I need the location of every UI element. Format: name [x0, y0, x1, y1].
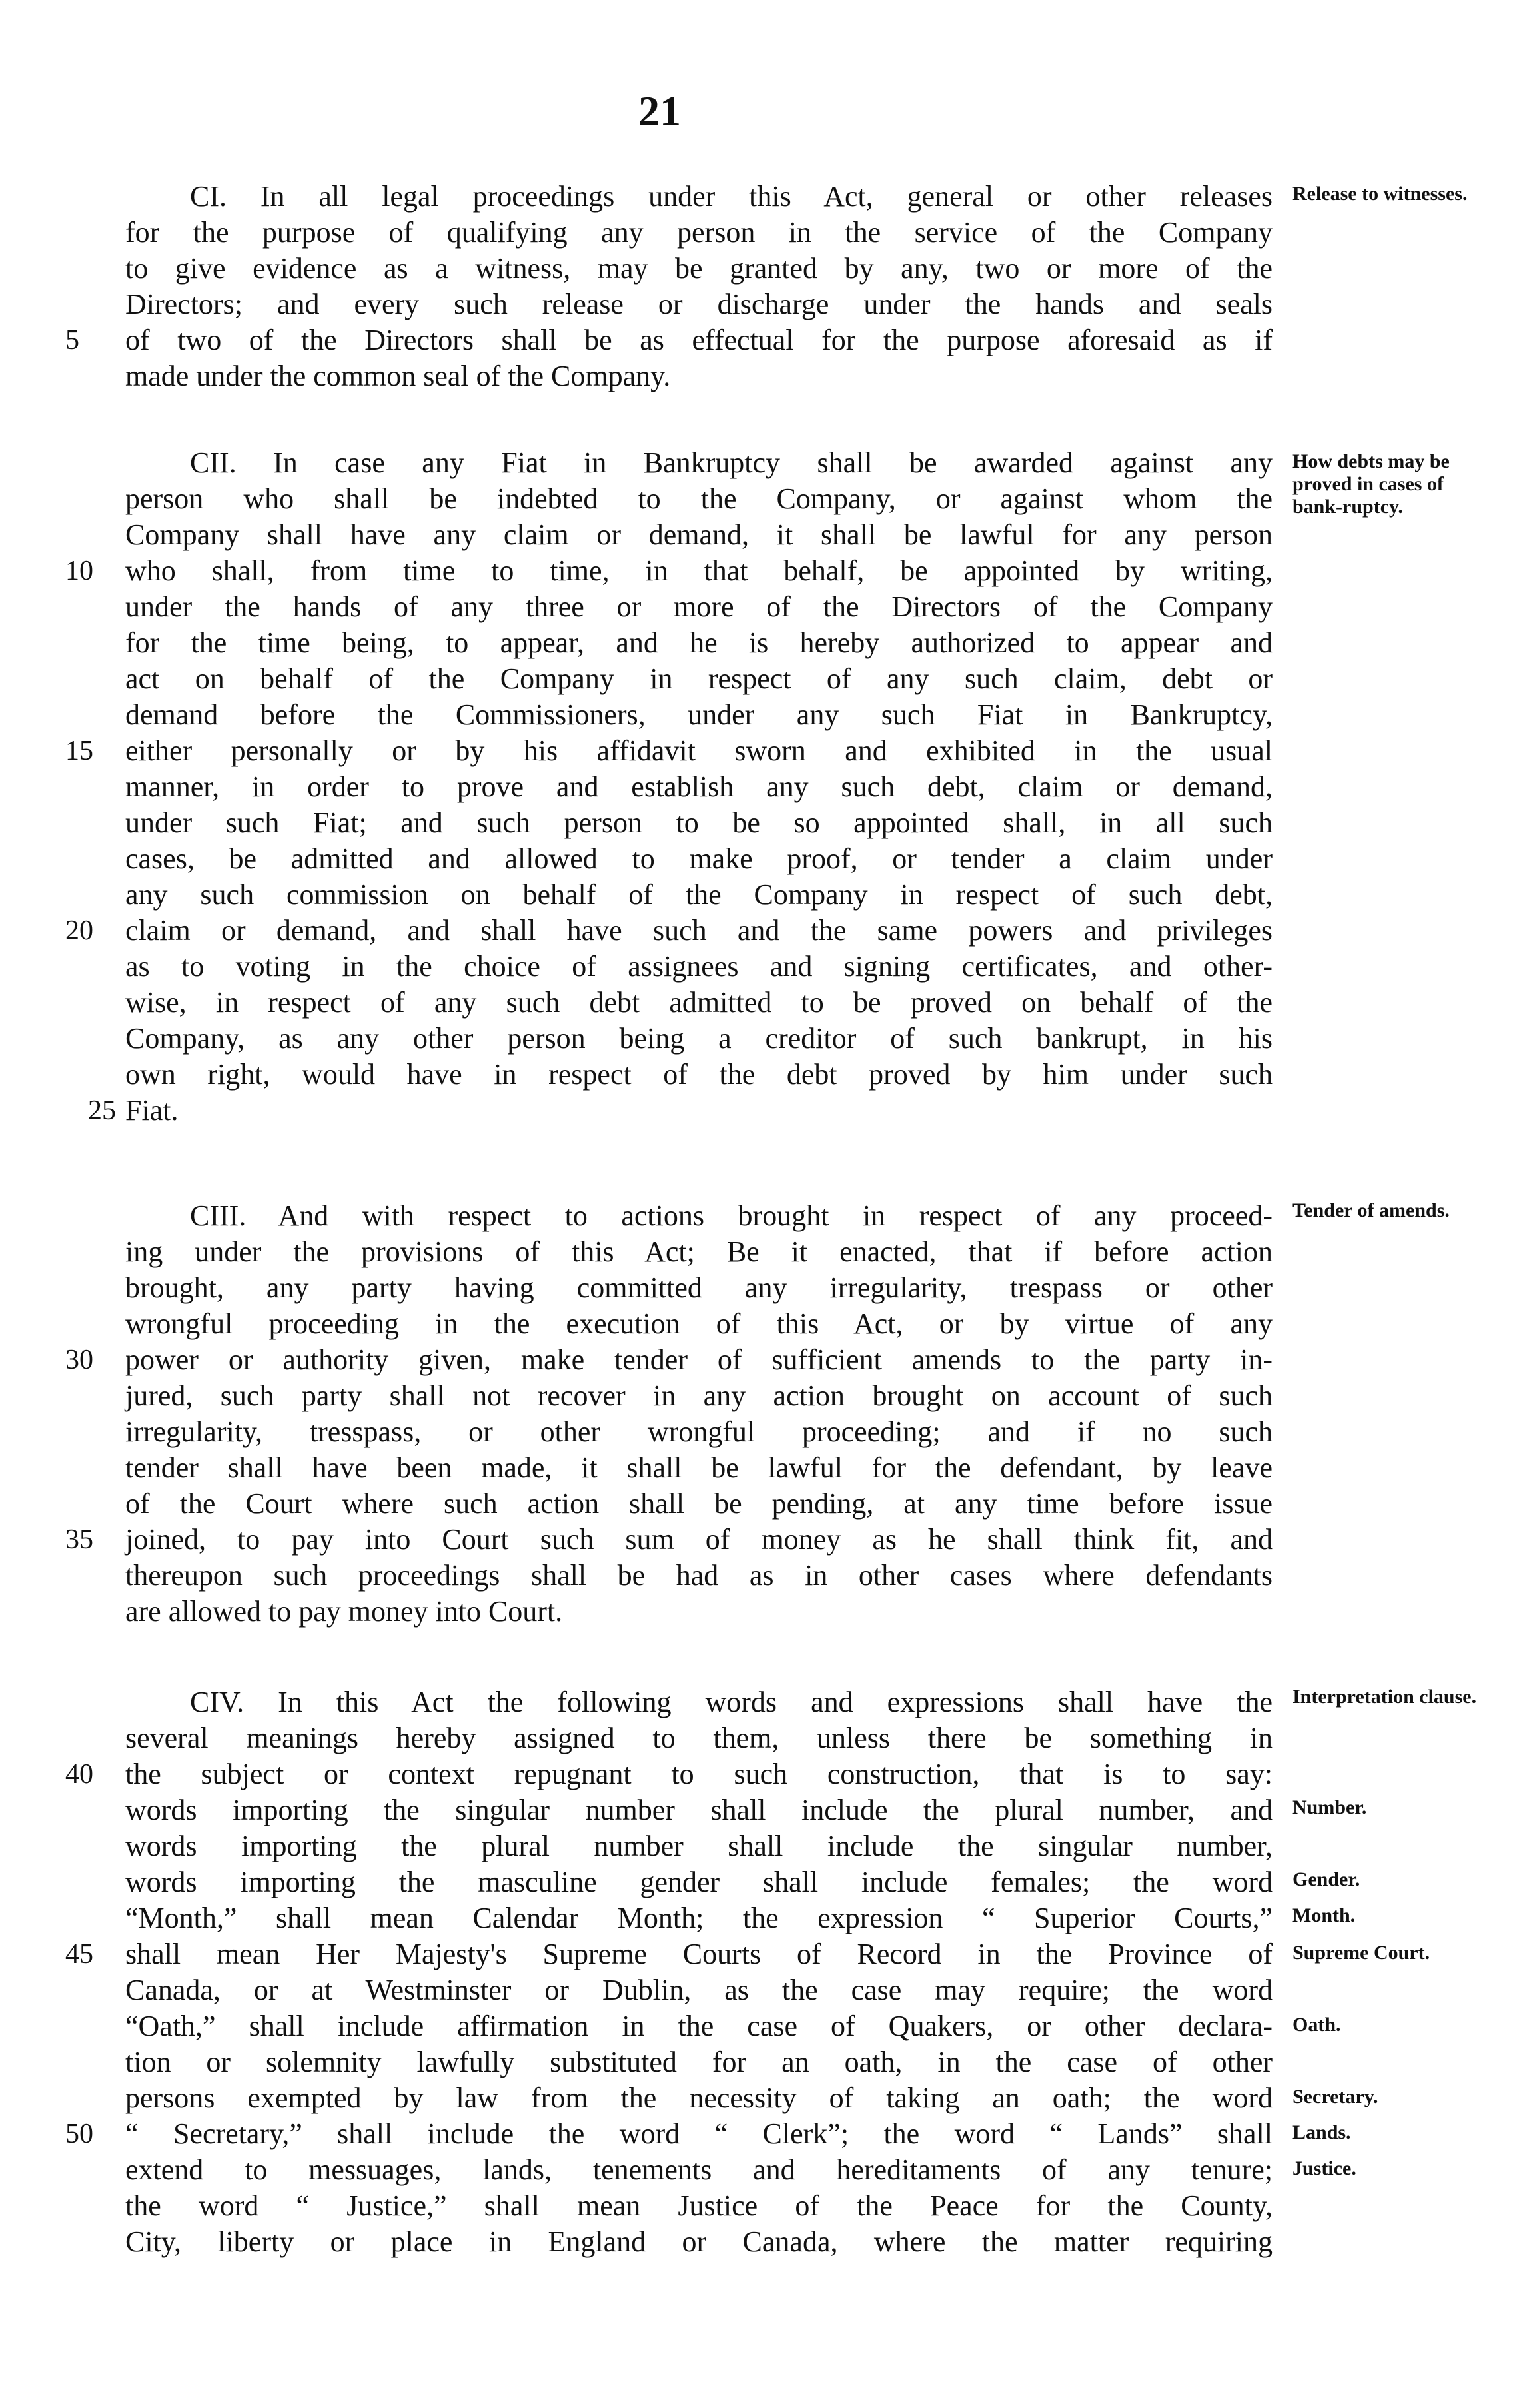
margin-note-how-debts-proved: How debts may be proved in cases of bank-ruptcy.	[1292, 450, 1450, 518]
text-line	[100, 589, 1273, 625]
line-text: extend to messuages, lands, tenements and hereditaments of any tenure;	[125, 2153, 1273, 2186]
text-line	[100, 805, 1273, 841]
text-line	[100, 1234, 1273, 1270]
section-ciii	[65, 1198, 1273, 1630]
line-text: person who shall be indebted to the Company, or against whom the	[125, 482, 1273, 515]
text-line	[100, 251, 1273, 287]
margin-note-secretary: Secretary.	[1292, 2086, 1378, 2107]
line-text: demand before the Commissioners, under any such Fiat in Bankruptcy,	[125, 698, 1273, 731]
line-text: tion or solemnity lawfully substituted for an oath, in the case of other	[125, 2046, 1273, 2078]
line-text: either personally or by his affidavit sworn and exhibited in the usual	[125, 734, 1273, 767]
text-line	[100, 2152, 1273, 2188]
text-line	[100, 949, 1273, 985]
line-text: jured, such party shall not recover in any action brought on account of such	[125, 1379, 1273, 1412]
text-line	[88, 1093, 1273, 1129]
line-text: several meanings hereby assigned to them, unless there be something in	[125, 1722, 1273, 1754]
margin-note-month: Month.	[1292, 1904, 1356, 1926]
margin-note-lands: Lands.	[1292, 2121, 1351, 2143]
text-line	[100, 1900, 1273, 1936]
text-line	[100, 287, 1273, 322]
text-line	[100, 1684, 1273, 1720]
text-line	[100, 2044, 1273, 2080]
line-text: Company shall have any claim or demand, it shall be lawful for any person	[125, 518, 1273, 551]
text-line	[100, 877, 1273, 913]
margin-note-tender-of-amends: Tender of amends.	[1292, 1199, 1450, 1221]
text-line	[65, 2116, 1273, 2152]
line-text: CI. In all legal proceedings under this Act, general or other releases	[190, 180, 1273, 213]
line-text: Canada, or at Westminster or Dublin, as the case may require; the word	[125, 1974, 1273, 2006]
text-line	[65, 733, 1273, 769]
line-number: 25	[88, 1095, 116, 1126]
text-line	[100, 697, 1273, 733]
line-text: words importing the plural number shall include the singular number,	[125, 1830, 1273, 1862]
line-text: the word “ Justice,” shall mean Justice of the Peace for the County,	[125, 2189, 1273, 2222]
line-text: words importing the singular number shall include the plural number, and	[125, 1794, 1273, 1826]
text-line	[100, 1270, 1273, 1306]
line-text: are allowed to pay money into Court.	[125, 1595, 563, 1628]
text-line	[100, 481, 1273, 517]
section-civ	[65, 1684, 1273, 2296]
line-text: of the Court where such action shall be pending, at any time before issue	[125, 1487, 1273, 1520]
page-number: 21	[638, 87, 681, 135]
line-text: tender shall have been made, it shall be lawful for the defendant, by leave	[125, 1451, 1273, 1484]
text-line	[100, 841, 1273, 877]
margin-note-supreme-court: Supreme Court.	[1292, 1942, 1430, 1964]
line-text: persons exempted by law from the necessity of taking an oath; the word	[125, 2082, 1273, 2114]
text-line	[100, 215, 1273, 251]
line-number: 5	[65, 325, 79, 356]
text-line	[100, 1450, 1273, 1486]
line-text: for the time being, to appear, and he is hereby authorized to appear and	[125, 626, 1273, 659]
line-text: as to voting in the choice of assignees and signing certificates, and other-	[125, 950, 1273, 983]
text-line	[100, 1486, 1273, 1522]
line-text: to give evidence as a witness, may be granted by any, two or more of the	[125, 252, 1273, 285]
line-text: any such commission on behalf of the Company in respect of such debt,	[125, 878, 1273, 911]
line-text: wrongful proceeding in the execution of this Act, or by virtue of any	[125, 1307, 1273, 1340]
line-text: cases, be admitted and allowed to make proof, or tender a claim under	[125, 842, 1273, 875]
section-ci	[65, 179, 1273, 394]
text-line	[100, 625, 1273, 661]
line-text: Directors; and every such release or discharge under the hands and seals	[125, 288, 1273, 320]
text-line	[100, 661, 1273, 697]
text-line	[65, 913, 1273, 949]
text-line	[100, 985, 1273, 1021]
line-text: under such Fiat; and such person to be so appointed shall, in all such	[125, 806, 1273, 839]
line-text: City, liberty or place in England or Canada, where the matter requiring	[125, 2225, 1273, 2258]
text-line	[100, 1378, 1273, 1414]
line-text: ing under the provisions of this Act; Be it enacted, that if before action	[125, 1235, 1273, 1268]
line-text: CII. In case any Fiat in Bankruptcy shall be awarded against any	[190, 446, 1273, 479]
text-line	[100, 2008, 1273, 2044]
text-line	[65, 322, 1273, 358]
line-text: manner, in order to prove and establish any such debt, claim or demand,	[125, 770, 1273, 803]
line-text: shall mean Her Majesty's Supreme Courts of Record in the Province of	[125, 1938, 1273, 1970]
line-number: 30	[65, 1345, 93, 1375]
text-line	[100, 1558, 1273, 1594]
margin-note-gender: Gender.	[1292, 1868, 1360, 1890]
line-number: 45	[65, 1939, 93, 1970]
line-text: “ Secretary,” shall include the word “ Clerk”; the word “ Lands” shall	[125, 2117, 1273, 2150]
line-text: thereupon such proceedings shall be had as in other cases where defendants	[125, 1559, 1273, 1592]
line-text: made under the common seal of the Company.	[125, 360, 671, 392]
line-text: power or authority given, make tender of sufficient amends to the party in-	[125, 1343, 1273, 1376]
line-text: who shall, from time to time, in that behalf, be appointed by writing,	[125, 554, 1273, 587]
text-line	[100, 1972, 1273, 2008]
text-line	[100, 1792, 1273, 1828]
line-text: joined, to pay into Court such sum of money as he shall think fit, and	[125, 1523, 1273, 1556]
text-line	[100, 1828, 1273, 1864]
section-cii	[65, 445, 1273, 1129]
text-line	[100, 179, 1273, 215]
margin-note-oath: Oath.	[1292, 2014, 1341, 2036]
line-text: of two of the Directors shall be as effectual for the purpose aforesaid as if	[125, 324, 1273, 356]
text-line	[100, 1720, 1273, 1756]
line-text: for the purpose of qualifying any person in the service of the Company	[125, 216, 1273, 249]
text-line	[100, 445, 1273, 481]
text-line	[100, 1414, 1273, 1450]
line-text: claim or demand, and shall have such and the same powers and privileges	[125, 914, 1273, 947]
text-line	[100, 2188, 1273, 2224]
line-text: CIII. And with respect to actions brought in respect of any proceed-	[190, 1199, 1273, 1232]
line-text: CIV. In this Act the following words and expressions shall have the	[190, 1686, 1273, 1718]
margin-note-release-to-witnesses: Release to witnesses.	[1292, 183, 1468, 205]
text-line	[100, 517, 1273, 553]
text-line	[100, 2080, 1273, 2116]
text-line	[100, 1057, 1273, 1093]
line-text: “Month,” shall mean Calendar Month; the expression “ Superior Courts,”	[125, 1902, 1273, 1934]
margin-note-number: Number.	[1292, 1796, 1367, 1818]
line-text: Fiat.	[125, 1094, 179, 1127]
text-line	[100, 358, 1273, 394]
text-line	[65, 1936, 1273, 1972]
text-line	[100, 1021, 1273, 1057]
line-text: under the hands of any three or more of the Directors of the Company	[125, 590, 1273, 623]
line-text: act on behalf of the Company in respect of any such claim, debt or	[125, 662, 1273, 695]
text-line	[100, 1864, 1273, 1900]
line-number: 20	[65, 915, 93, 946]
line-number: 40	[65, 1759, 93, 1790]
text-line	[100, 1594, 1273, 1630]
line-text: own right, would have in respect of the debt proved by him under such	[125, 1058, 1273, 1091]
line-text: wise, in respect of any such debt admitted to be proved on behalf of the	[125, 986, 1273, 1019]
text-line	[65, 1756, 1273, 1792]
text-line	[65, 1342, 1273, 1378]
line-number: 15	[65, 736, 93, 766]
text-line	[100, 2260, 1273, 2296]
text-line	[65, 1522, 1273, 1558]
text-line	[65, 553, 1273, 589]
line-number: 50	[65, 2119, 93, 2149]
line-text: Company, as any other person being a creditor of such bankrupt, in his	[125, 1022, 1273, 1055]
margin-note-justice: Justice.	[1292, 2157, 1356, 2179]
text-line	[100, 769, 1273, 805]
line-text: words importing the masculine gender shall include females; the word	[125, 1866, 1273, 1898]
line-text: the subject or context repugnant to such construction, that is to say:	[125, 1758, 1273, 1790]
text-line	[100, 1306, 1273, 1342]
margin-note-interpretation-clause: Interpretation clause.	[1292, 1686, 1477, 1708]
line-number: 35	[65, 1524, 93, 1555]
line-text: brought, any party having committed any irregularity, trespass or other	[125, 1271, 1273, 1304]
text-line	[100, 2224, 1273, 2260]
text-line	[100, 1198, 1273, 1234]
line-text: “Oath,” shall include affirmation in the case of Quakers, or other declara-	[125, 2010, 1273, 2042]
line-text: irregularity, tresspass, or other wrongful proceeding; and if no such	[125, 1415, 1273, 1448]
line-number: 10	[65, 556, 93, 586]
